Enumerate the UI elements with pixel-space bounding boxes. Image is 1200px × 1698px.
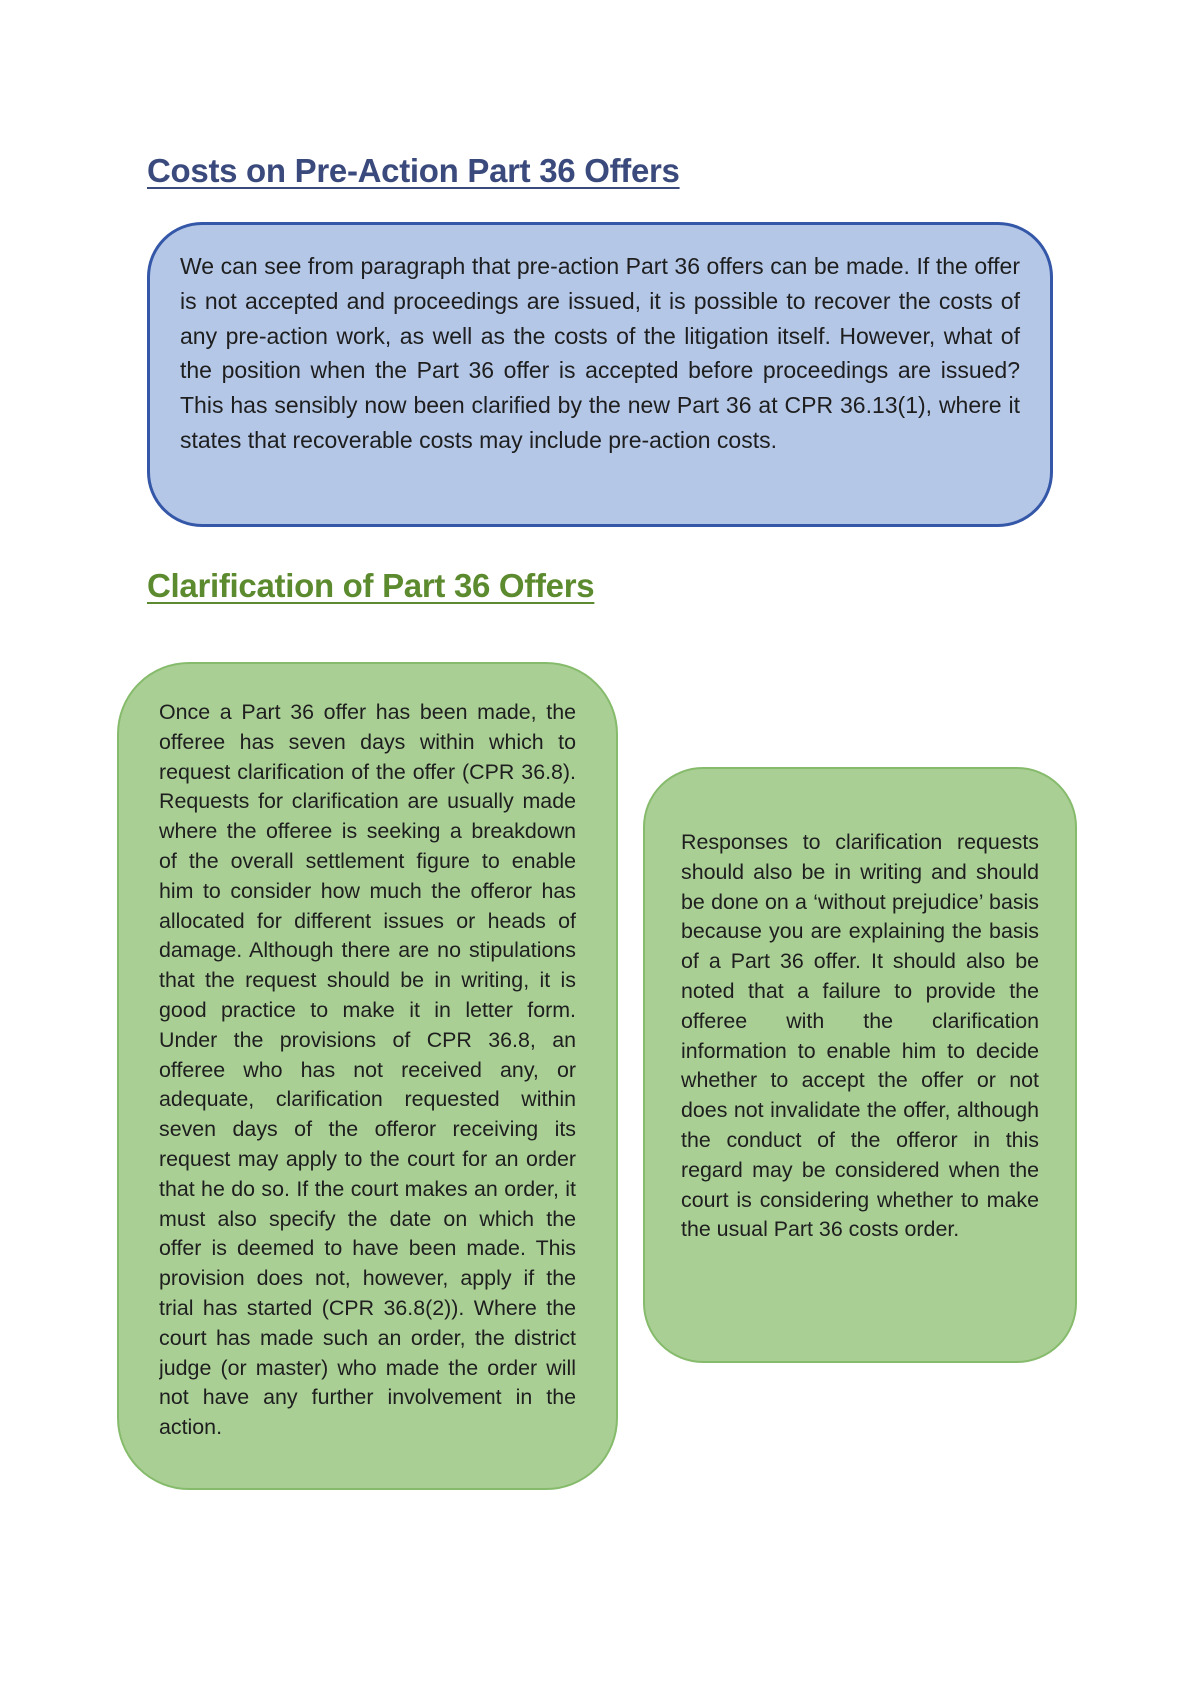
clarification-left-text-clip	[159, 698, 576, 1468]
costs-callout-box	[147, 222, 1053, 527]
clarification-right-box	[643, 767, 1077, 1363]
costs-callout-text: We can see from paragraph that pre-action Part 36 offers can be made. If the offer is not accepted and proceedings are issued, it is possible to recover the costs of any pre-action work, as well as the costs of the litigation itself. However, what of the position when the Part 36 offer is accepted before proceedings are issued? This has sensibly now been clarified by the new Part 36 at CPR 36.13(1), where it states that recoverable costs may include pre-action costs.	[180, 253, 1020, 453]
clarification-left-box	[117, 662, 618, 1490]
clarification-left-text: Once a Part 36 offer has been made, the offeree has seven days within which to request clarification of the offer (CPR 36.8). Requests for clarification are usually made where the offeree is seeking a breakdown of the overall settlement figure to enable him to consider how much the offeror has allocated for different issues or heads of damage. Although there are no stipulations that the request should be in writing, it is good practice to make it in letter form. Under the provisions of CPR 36.8, an offeree who has not received any, or adequate, clarification requested within seven days of the offeror receiving its request may apply to the court for an order that he do so. If the court makes an order, it must also specify the date on which the offer is deemed to have been made. This provision does not, however, apply if the trial has started (CPR 36.8(2)). Where the court has made such an order, the district judge (or master) who made the order will not have any further involvement in the action.	[159, 700, 576, 1440]
clarification-heading: Clarification of Part 36 Offers	[147, 567, 595, 604]
costs-heading: Costs on Pre-Action Part 36 Offers	[147, 152, 680, 189]
clarification-right-text: Responses to clarification requests should also be in writing and should be done on a ‘without prejudice’ basis because you are explaining the basis of a Part 36 offer. It should also be noted that a failure to provide the offeree with the clarification information to enable him to decide whether to accept the offer or not does not invalidate the offer, although the conduct of the offeror in this regard may be considered when the court is considering whether to make the usual Part 36 costs order.	[681, 830, 1039, 1242]
